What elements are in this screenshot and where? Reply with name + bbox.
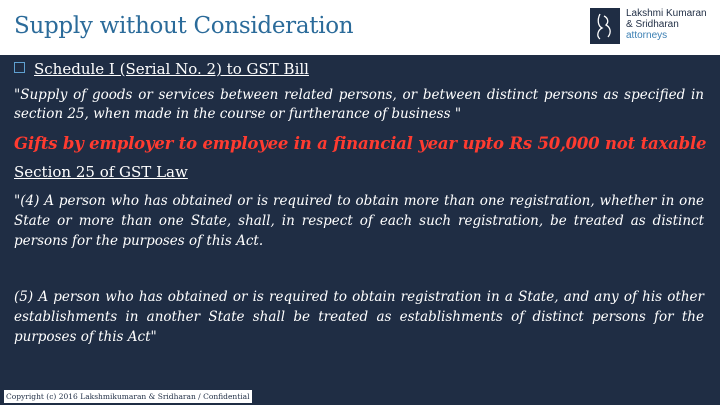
company-logo xyxy=(590,7,715,47)
section-quote-5: (5) A person who has obtained or is required to obtain registration in a State, and any of his other establishments in another State shall be treated as establishments of distinct persons for the purposes of this Act" xyxy=(14,289,704,345)
slide-title: Supply without Consideration xyxy=(14,13,354,39)
footer-copyright: Copyright (c) 2016 Lakshmikumaran & Sridharan / Confidential xyxy=(6,392,250,401)
highlight-text: Gifts by employer to employee in a financial year upto Rs 50,000 not taxable xyxy=(14,134,707,153)
header-divider xyxy=(0,55,720,59)
slide-header xyxy=(0,0,720,57)
logo-mark-icon xyxy=(590,8,620,44)
square-bullet-icon xyxy=(14,62,25,73)
section-heading: Section 25 of GST Law xyxy=(14,163,188,181)
schedule-quote: "Supply of goods or services between related persons, or between distinct persons as specified in section 25, when made in the course or furtherance of business " xyxy=(14,87,704,122)
bullet-item xyxy=(14,60,309,78)
logo-line-2: & Sridharan xyxy=(626,19,679,30)
logo-line-3: attorneys xyxy=(626,30,668,41)
logo-line-1: Lakshmi Kumaran xyxy=(626,8,707,19)
bullet-text: Schedule I (Serial No. 2) to GST Bill xyxy=(34,60,309,78)
logo-text xyxy=(626,8,707,41)
section-quote-4: "(4) A person who has obtained or is required to obtain more than one registration, whether in one State or more than one State, shall, in respect of each such registration, be treated as distinct persons for the purposes of this Act. xyxy=(14,193,704,249)
